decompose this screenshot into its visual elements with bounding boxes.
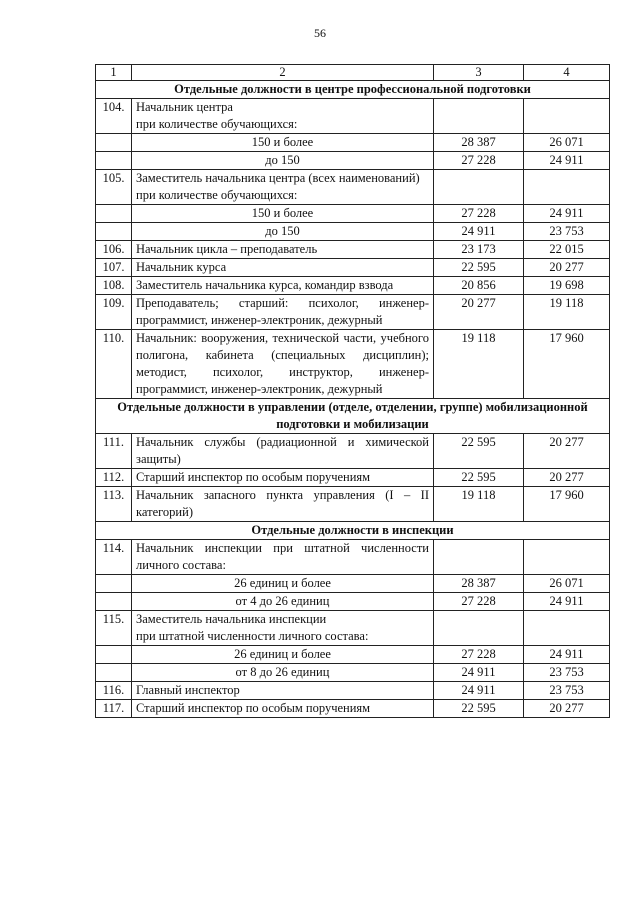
item-number: [96, 664, 132, 682]
position-name: [132, 487, 434, 522]
salary-value-col4: 20 277: [524, 434, 610, 469]
position-name-line: Начальник центра: [136, 100, 233, 114]
item-number: [96, 152, 132, 170]
salary-value-col3: [434, 170, 524, 205]
position-name: [132, 434, 434, 469]
item-number: 111.: [96, 434, 132, 469]
header-col-4: 4: [524, 65, 610, 81]
position-name-line: Главный инспектор: [136, 683, 240, 697]
salary-value-col3: 22 595: [434, 469, 524, 487]
salary-value-col3: 19 118: [434, 487, 524, 522]
item-number: [96, 223, 132, 241]
salary-value-col4: 24 911: [524, 152, 610, 170]
table-subrow: [96, 152, 610, 170]
position-name-line: Заместитель начальника центра (всех наименований): [136, 171, 420, 185]
position-name: [132, 295, 434, 330]
item-number: 116.: [96, 682, 132, 700]
salary-value-col3: 20 277: [434, 295, 524, 330]
item-number: 108.: [96, 277, 132, 295]
table-row: [96, 682, 610, 700]
item-number: [96, 134, 132, 152]
item-number: 109.: [96, 295, 132, 330]
salary-value-col3: 22 595: [434, 259, 524, 277]
salary-value-col3: 24 911: [434, 682, 524, 700]
salary-value-col4: [524, 99, 610, 134]
sub-condition: до 150: [132, 223, 434, 241]
item-number: 112.: [96, 469, 132, 487]
salary-value-col3: 24 911: [434, 223, 524, 241]
table-row: [96, 540, 610, 575]
header-col-3: 3: [434, 65, 524, 81]
salary-value-col3: 20 856: [434, 277, 524, 295]
salary-value-col3: 27 228: [434, 646, 524, 664]
item-number: [96, 205, 132, 223]
position-name-line: Начальник цикла – преподаватель: [136, 242, 318, 256]
page-number: 56: [314, 26, 326, 40]
salary-value-col4: [524, 540, 610, 575]
position-name-line: Начальник курса: [136, 260, 227, 274]
table-row: [96, 241, 610, 259]
position-name: [132, 469, 434, 487]
position-name: [132, 99, 434, 134]
salary-value-col4: 17 960: [524, 487, 610, 522]
salary-value-col4: 26 071: [524, 134, 610, 152]
table-row: [96, 434, 610, 469]
salary-value-col4: 24 911: [524, 205, 610, 223]
salary-value-col3: 23 173: [434, 241, 524, 259]
position-name-line: Начальник запасного пункта управления (I – II категорий): [136, 488, 429, 519]
table-row: [96, 295, 610, 330]
position-name-line: при количестве обучающихся:: [136, 117, 298, 131]
salary-value-col3: 27 228: [434, 593, 524, 611]
item-number: [96, 646, 132, 664]
table-row: [96, 170, 610, 205]
salary-value-col4: 23 753: [524, 682, 610, 700]
position-name-line: Начальник инспекции при штатной численности личного состава:: [136, 541, 429, 572]
position-name-line: Заместитель начальника курса, командир взвода: [136, 278, 394, 292]
position-name-line: Старший инспектор по особым поручениям: [136, 470, 371, 484]
position-name-line: при количестве обучающихся:: [136, 188, 298, 202]
salary-value-col4: 24 911: [524, 646, 610, 664]
item-number: [96, 575, 132, 593]
sub-condition: от 8 до 26 единиц: [132, 664, 434, 682]
salary-value-col4: [524, 611, 610, 646]
position-name: [132, 259, 434, 277]
table-subrow: [96, 575, 610, 593]
position-name-line: Старший инспектор по особым поручениям: [136, 701, 371, 715]
item-number: 107.: [96, 259, 132, 277]
section-heading: Отдельные должности в инспекции: [96, 522, 610, 540]
salary-value-col4: 19 118: [524, 295, 610, 330]
item-number: 104.: [96, 99, 132, 134]
salary-value-col4: 20 277: [524, 259, 610, 277]
salary-value-col3: 27 228: [434, 205, 524, 223]
table-row: [96, 700, 610, 718]
section-heading: Отдельные должности в центре профессиональной подготовки: [96, 81, 610, 99]
position-name-line: Заместитель начальника инспекции: [136, 612, 327, 626]
table-subrow: [96, 205, 610, 223]
salary-value-col4: 19 698: [524, 277, 610, 295]
salary-value-col4: 17 960: [524, 330, 610, 399]
section-heading-row: [96, 81, 610, 99]
sub-condition: 150 и более: [132, 134, 434, 152]
item-number: 114.: [96, 540, 132, 575]
item-number: 117.: [96, 700, 132, 718]
salary-value-col3: 22 595: [434, 434, 524, 469]
salary-value-col4: 22 015: [524, 241, 610, 259]
table-subrow: [96, 646, 610, 664]
salary-value-col3: [434, 99, 524, 134]
sub-condition: до 150: [132, 152, 434, 170]
item-number: 105.: [96, 170, 132, 205]
salary-value-col4: 20 277: [524, 469, 610, 487]
salary-value-col3: 28 387: [434, 134, 524, 152]
item-number: 110.: [96, 330, 132, 399]
item-number: 115.: [96, 611, 132, 646]
salary-value-col3: 19 118: [434, 330, 524, 399]
header-col-1: 1: [96, 65, 132, 81]
item-number: 113.: [96, 487, 132, 522]
salary-value-col4: [524, 170, 610, 205]
table-row: [96, 259, 610, 277]
section-heading: Отдельные должности в управлении (отделе, отделении, группе) мобилизационной подготовки и мобилизации: [96, 399, 610, 434]
position-name: [132, 330, 434, 399]
position-name-line: Начальник службы (радиационной и химической защиты): [136, 435, 429, 466]
sub-condition: от 4 до 26 единиц: [132, 593, 434, 611]
position-name-line: Преподаватель; старший: психолог, инженер-программист, инженер-электроник, дежурный: [136, 296, 429, 327]
section-heading-row: [96, 399, 610, 434]
salary-value-col3: 24 911: [434, 664, 524, 682]
table-subrow: [96, 593, 610, 611]
salary-value-col4: 23 753: [524, 664, 610, 682]
item-number: [96, 593, 132, 611]
salary-value-col3: 27 228: [434, 152, 524, 170]
table-row: [96, 330, 610, 399]
position-name: [132, 277, 434, 295]
salary-value-col4: 20 277: [524, 700, 610, 718]
table-row: [96, 469, 610, 487]
header-col-2: 2: [132, 65, 434, 81]
item-number: 106.: [96, 241, 132, 259]
position-name: [132, 241, 434, 259]
salary-value-col4: 26 071: [524, 575, 610, 593]
salary-value-col4: 23 753: [524, 223, 610, 241]
salary-value-col3: [434, 540, 524, 575]
position-name-line: при штатной численности личного состава:: [136, 629, 369, 643]
table-row: [96, 99, 610, 134]
table-body: [96, 81, 610, 718]
table-subrow: [96, 134, 610, 152]
table-subrow: [96, 664, 610, 682]
table-row: [96, 611, 610, 646]
position-name: [132, 682, 434, 700]
position-name-line: Начальник: вооружения, технической части, учебного полигона, кабинета (специальных дисциплин); методист, психолог, инструктор, инженер-программист, инженер-электроник, дежурный: [136, 331, 429, 396]
sub-condition: 26 единиц и более: [132, 575, 434, 593]
salary-value-col4: 24 911: [524, 593, 610, 611]
salary-value-col3: [434, 611, 524, 646]
sub-condition: 150 и более: [132, 205, 434, 223]
table-subrow: [96, 223, 610, 241]
position-name: [132, 170, 434, 205]
table-row: [96, 487, 610, 522]
position-name: [132, 540, 434, 575]
sub-condition: 26 единиц и более: [132, 646, 434, 664]
position-name: [132, 700, 434, 718]
salary-value-col3: 22 595: [434, 700, 524, 718]
table-header-row: [96, 65, 610, 81]
salary-table: [95, 64, 610, 718]
section-heading-row: [96, 522, 610, 540]
table-row: [96, 277, 610, 295]
salary-value-col3: 28 387: [434, 575, 524, 593]
position-name: [132, 611, 434, 646]
